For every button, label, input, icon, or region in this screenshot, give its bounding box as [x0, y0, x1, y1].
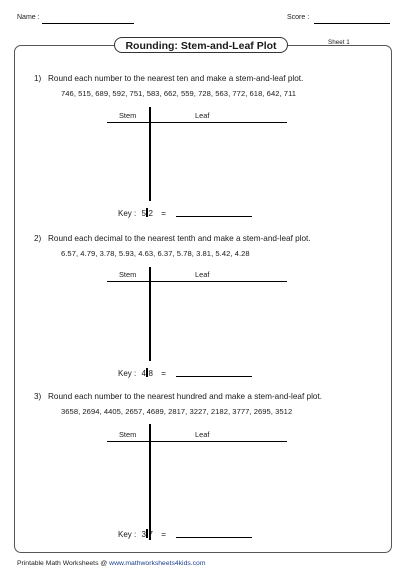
- table-header-rule: [107, 122, 287, 123]
- problem-3-numbers: 3658, 2694, 4405, 2657, 4689, 2817, 3227, 2182, 3777, 2695, 3512: [61, 407, 293, 416]
- problem-3-key: [118, 529, 166, 539]
- key-stem: 4: [141, 369, 146, 378]
- footer: [17, 560, 205, 567]
- key-equals: =: [161, 530, 166, 539]
- problem-3-number: 3): [34, 392, 42, 401]
- problem-1-numbers: 746, 515, 689, 592, 751, 583, 662, 559, 728, 563, 772, 618, 642, 711: [61, 89, 297, 98]
- problem-2-instruction: Round each decimal to the nearest tenth and make a stem-and-leaf plot.: [48, 234, 311, 243]
- key-leaf: 2: [148, 209, 153, 218]
- problem-2-number: 2): [34, 234, 42, 243]
- problem-1-stem-leaf-table[interactable]: [107, 107, 287, 217]
- key-leaf: 7: [148, 530, 153, 539]
- key-label: Key :: [118, 530, 137, 539]
- key-stem: 3: [141, 530, 146, 539]
- problem-1-number: 1): [34, 74, 42, 83]
- sheet-label: Sheet 1: [328, 39, 350, 46]
- key-leaf: 8: [148, 369, 153, 378]
- table-divider: [149, 424, 151, 540]
- key-equals: =: [161, 209, 166, 218]
- score-field[interactable]: [314, 23, 390, 24]
- name-label: Name :: [17, 14, 40, 21]
- problem-3-instruction: Round each number to the nearest hundred and make a stem-and-leaf plot.: [48, 392, 322, 401]
- footer-prefix: Printable Math Worksheets @: [17, 560, 108, 567]
- worksheet-title: Rounding: Stem-and-Leaf Plot: [114, 37, 288, 53]
- key-stem: 5: [141, 209, 146, 218]
- problem-2-stem-leaf-table[interactable]: [107, 267, 287, 377]
- name-field[interactable]: [42, 23, 134, 24]
- leaf-header: Leaf: [195, 430, 210, 439]
- leaf-header: Leaf: [195, 111, 210, 120]
- problem-3-stem-leaf-table[interactable]: [107, 424, 287, 544]
- problem-1-key-answer-line[interactable]: [176, 216, 252, 217]
- problem-1-key: [118, 208, 166, 218]
- key-label: Key :: [118, 209, 137, 218]
- key-label: Key :: [118, 369, 137, 378]
- problem-2-key-answer-line[interactable]: [176, 376, 252, 377]
- key-equals: =: [161, 369, 166, 378]
- leaf-header: Leaf: [195, 270, 210, 279]
- stem-header: Stem: [119, 430, 137, 439]
- table-header-rule: [107, 281, 287, 282]
- table-divider: [149, 107, 151, 201]
- problem-1-instruction: Round each number to the nearest ten and make a stem-and-leaf plot.: [48, 74, 304, 83]
- stem-header: Stem: [119, 270, 137, 279]
- footer-link[interactable]: www.mathworksheets4kids.com: [109, 560, 206, 567]
- score-label: Score :: [287, 14, 310, 21]
- table-header-rule: [107, 441, 287, 442]
- problem-2-numbers: 6.57, 4.79, 3.78, 5.93, 4.63, 6.37, 5.78, 3.81, 5.42, 4.28: [61, 249, 250, 258]
- stem-header: Stem: [119, 111, 137, 120]
- problem-2-key: [118, 368, 166, 378]
- problem-3-key-answer-line[interactable]: [176, 537, 252, 538]
- table-divider: [149, 267, 151, 361]
